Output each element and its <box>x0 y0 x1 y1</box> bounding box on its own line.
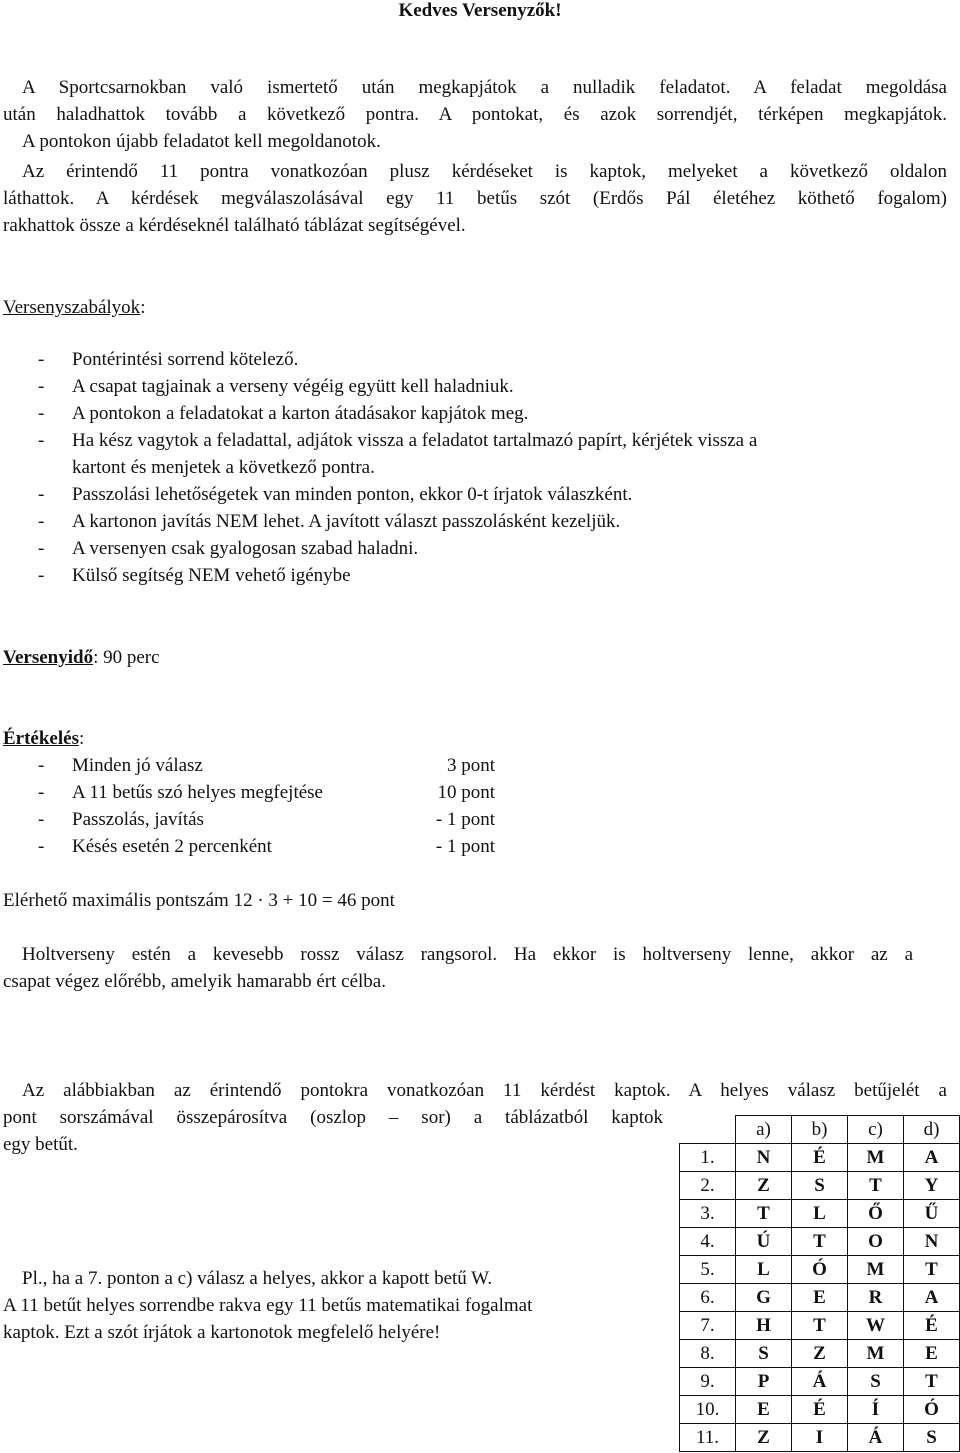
table-cell: S <box>848 1368 904 1396</box>
table-cell: I <box>792 1424 848 1452</box>
table-cell: E <box>736 1396 792 1424</box>
table-cell: E <box>904 1340 960 1368</box>
row-number: 1. <box>680 1144 736 1172</box>
questions-line-2: pont sorszámával összepárosítva (oszlop – sor) a táblázatból kaptok <box>3 1107 663 1128</box>
table-cell: Ő <box>848 1200 904 1228</box>
table-cell: S <box>736 1340 792 1368</box>
row-number: 2. <box>680 1172 736 1200</box>
table-cell: Ó <box>792 1256 848 1284</box>
table-row <box>680 1340 960 1368</box>
table-cell: O <box>848 1228 904 1256</box>
questions-line-1: Az alábbiakban az érintendő pontokra vonatkozóan 11 kérdést kaptok. A helyes válasz betűjelét a <box>22 1080 947 1101</box>
tie-line-1: Holtverseny estén a kevesebb rossz válasz rangsorol. Ha ekkor is holtverseny lenne, akkor az a <box>22 944 913 965</box>
table-cell: A <box>904 1284 960 1312</box>
table-cell: Í <box>848 1396 904 1424</box>
table-row <box>680 1256 960 1284</box>
table-cell: É <box>792 1396 848 1424</box>
score-row: - Minden jó válasz 3 pont <box>38 755 495 776</box>
table-cell: N <box>736 1144 792 1172</box>
example-line: Pl., ha a 7. ponton a c) válasz a helyes, akkor a kapott betű W. <box>22 1268 493 1289</box>
table-cell: Á <box>792 1368 848 1396</box>
table-row <box>680 1144 960 1172</box>
intro-line-4: Az érintendő 11 pontra vonatkozóan plusz kérdéseket is kaptok, melyeket a következő oldalon <box>22 161 947 182</box>
max-score: Elérhető maximális pontszám 12 · 3 + 10 = 46 pont <box>3 890 395 911</box>
table-cell: L <box>736 1256 792 1284</box>
table-cell: Ű <box>904 1200 960 1228</box>
table-cell: P <box>736 1368 792 1396</box>
time-value: : 90 perc <box>93 647 160 668</box>
row-number: 3. <box>680 1200 736 1228</box>
table-cell: Y <box>904 1172 960 1200</box>
table-header-row <box>680 1116 960 1144</box>
row-number: 4. <box>680 1228 736 1256</box>
column-header: b) <box>792 1116 848 1144</box>
table-cell: Á <box>848 1424 904 1452</box>
table-row <box>680 1228 960 1256</box>
table-cell: T <box>904 1256 960 1284</box>
scoring-heading-colon: : <box>78 728 85 749</box>
table-cell: T <box>736 1200 792 1228</box>
table-corner <box>680 1116 736 1144</box>
time-line <box>3 647 160 669</box>
table-cell: W <box>848 1312 904 1340</box>
table-cell: Z <box>736 1172 792 1200</box>
score-row: - Passzolás, javítás - 1 pont <box>38 809 495 830</box>
table-cell: M <box>848 1144 904 1172</box>
table-cell: E <box>792 1284 848 1312</box>
score-row: - Késés esetén 2 percenként - 1 pont <box>38 836 495 857</box>
row-number: 11. <box>680 1424 736 1452</box>
table-cell: N <box>904 1228 960 1256</box>
row-number: 8. <box>680 1340 736 1368</box>
rules-heading-text: Versenyszabályok <box>3 297 141 318</box>
column-header: c) <box>848 1116 904 1144</box>
row-number: 5. <box>680 1256 736 1284</box>
final-line-2: kaptok. Ezt a szót írjátok a kartonotok megfelelő helyére! <box>3 1322 441 1343</box>
table-cell: M <box>848 1340 904 1368</box>
tie-line-2: csapat végez előrébb, amelyik hamarabb ért célba. <box>3 971 386 992</box>
intro-line-5: láthattok. A kérdések megválaszolásával egy 11 betűs szót (Erdős Pál életéhez köthető fogalom) <box>3 188 947 209</box>
score-row: - A 11 betűs szó helyes megfejtése 10 pont <box>38 782 495 803</box>
time-heading: Versenyidő <box>3 647 94 668</box>
column-header: d) <box>904 1116 960 1144</box>
table-cell: Z <box>736 1424 792 1452</box>
table-cell: Ú <box>736 1228 792 1256</box>
table-row <box>680 1368 960 1396</box>
table-row <box>680 1172 960 1200</box>
table-cell: G <box>736 1284 792 1312</box>
page-title: Kedves Versenyzők! <box>398 0 562 21</box>
rules-heading-colon: : <box>140 297 146 318</box>
table-cell: H <box>736 1312 792 1340</box>
intro-line-2: után haladhattok tovább a következő pontra. A pontokat, és azok sorrendjét, térképen megkapjátok. <box>3 104 947 125</box>
table-cell: S <box>904 1424 960 1452</box>
column-header: a) <box>736 1116 792 1144</box>
table-row <box>680 1200 960 1228</box>
table-cell: Ó <box>904 1396 960 1424</box>
table-cell: T <box>792 1312 848 1340</box>
intro-line-1: A Sportcsarnokban való ismertető után megkapjátok a nulladik feladatot. A feladat megoldása <box>22 77 947 98</box>
table-cell: R <box>848 1284 904 1312</box>
table-row <box>680 1396 960 1424</box>
row-number: 10. <box>680 1396 736 1424</box>
intro-line-3: A pontokon újabb feladatot kell megoldanotok. <box>22 131 381 152</box>
table-cell: M <box>848 1256 904 1284</box>
table-cell: É <box>792 1144 848 1172</box>
scoring-heading <box>3 728 84 750</box>
table-cell: S <box>792 1172 848 1200</box>
table-cell: É <box>904 1312 960 1340</box>
table-cell: Z <box>792 1340 848 1368</box>
table-row <box>680 1284 960 1312</box>
table-cell: T <box>848 1172 904 1200</box>
row-number: 9. <box>680 1368 736 1396</box>
scoring-heading-text: Értékelés <box>3 728 79 749</box>
final-line-1: A 11 betűt helyes sorrendbe rakva egy 11 betűs matematikai fogalmat <box>3 1295 533 1316</box>
table-cell: T <box>904 1368 960 1396</box>
row-number: 6. <box>680 1284 736 1312</box>
table-cell: A <box>904 1144 960 1172</box>
row-number: 7. <box>680 1312 736 1340</box>
table-cell: L <box>792 1200 848 1228</box>
table-row <box>680 1424 960 1452</box>
questions-line-3: egy betűt. <box>3 1134 78 1155</box>
table-cell: T <box>792 1228 848 1256</box>
table-row <box>680 1312 960 1340</box>
letter-table <box>679 1115 960 1452</box>
intro-line-6: rakhattok össze a kérdéseknél található táblázat segítségével. <box>3 215 466 236</box>
rules-heading <box>3 297 145 319</box>
